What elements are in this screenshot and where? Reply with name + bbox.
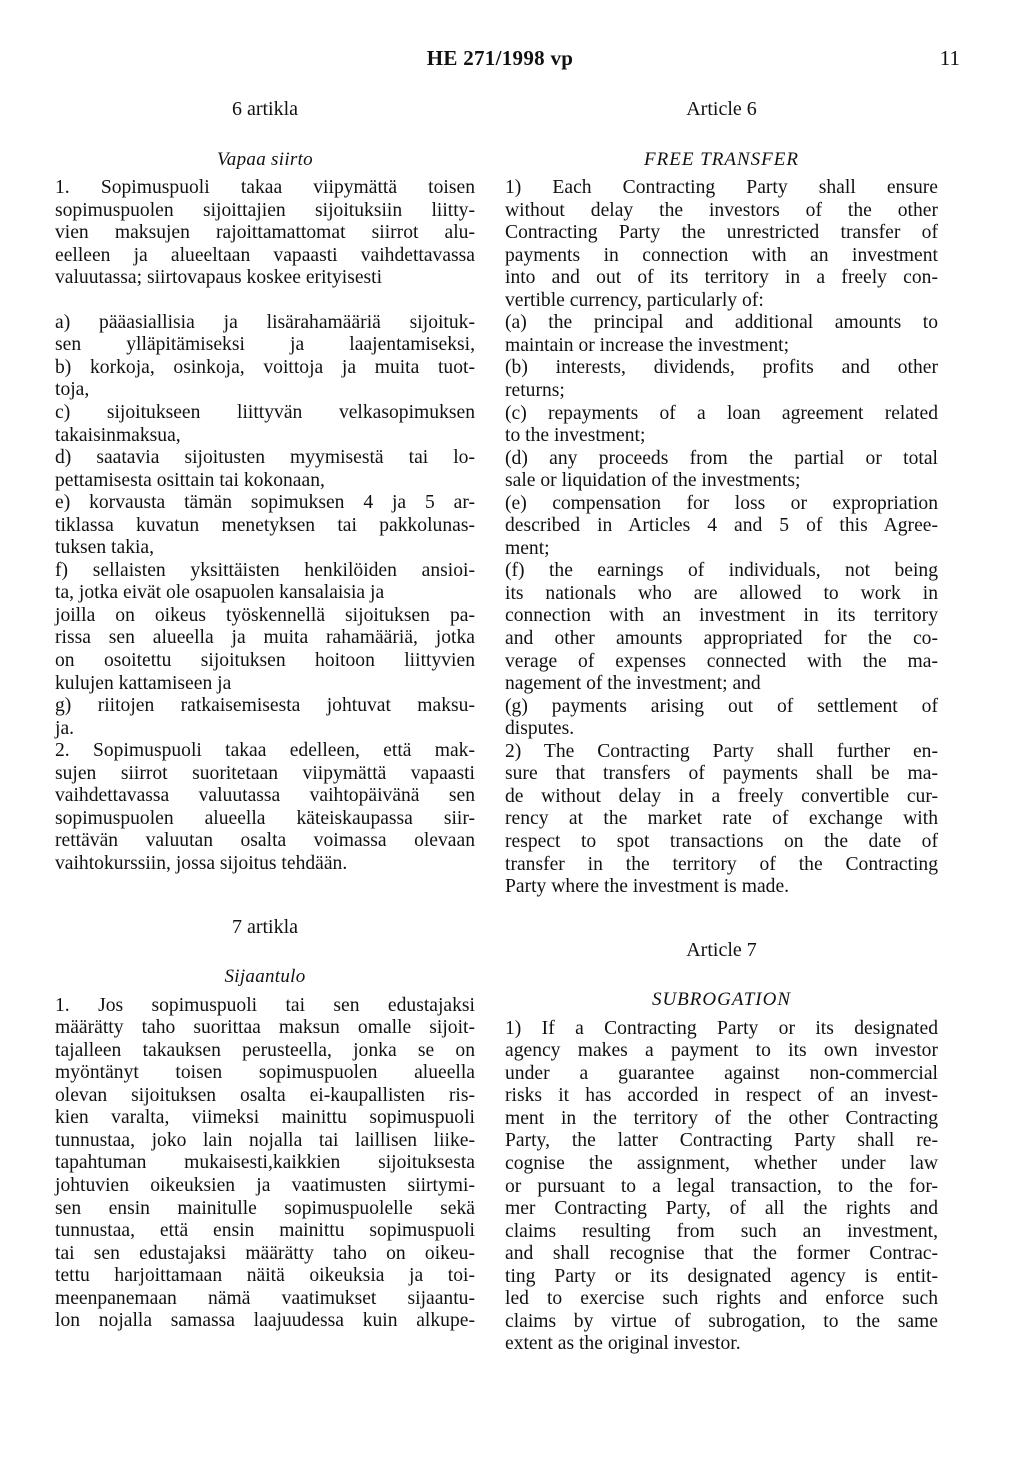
text-line: (e) compensation for loss or expropriation xyxy=(505,492,938,514)
text-line: and other amounts appropriated for the co- xyxy=(505,628,938,650)
text-line: on osoitettu sijoituksen hoitoon liittyvien xyxy=(55,650,475,672)
text-line: b) korkoja, osinkoja, voittoja ja muita tuot- xyxy=(55,356,475,378)
text-line: its nationals who are allowed to work in xyxy=(505,582,938,604)
text-line: 1) If a Contracting Party or its designated xyxy=(505,1017,938,1039)
page-number: 11 xyxy=(939,46,960,70)
text-line: eelleen ja alueeltaan vapaasti vaihdettavassa xyxy=(55,244,475,266)
text-line: valuutassa; siirtovapaus koskee erityisesti xyxy=(55,267,383,289)
text-line: nagement of the investment; and xyxy=(505,673,761,695)
text-line: 2. Sopimuspuoli takaa edelleen, että mak- xyxy=(55,740,475,762)
text-line: (g) payments arising out of settlement of xyxy=(505,695,938,717)
text-line: tuksen takia, xyxy=(55,537,155,559)
text-line: (c) repayments of a loan agreement related xyxy=(505,402,938,424)
article-6-paragraph-1-en xyxy=(505,177,938,312)
article-7-paragraph-1-fi xyxy=(55,995,475,1333)
text-line: described in Articles 4 and 5 of this Agree- xyxy=(505,515,938,537)
text-line: de without delay in a freely convertible cur- xyxy=(505,785,938,807)
text-line: ment; xyxy=(505,537,550,559)
text-line: verage of expenses connected with the ma- xyxy=(505,650,938,672)
text-line: sopimuspuolen sijoittajien sijoituksiin liitty- xyxy=(55,199,475,221)
text-line: c) sijoitukseen liittyvän velkasopimuksen xyxy=(55,402,475,424)
text-line: määrätty taho suorittaa maksun omalle sijoit- xyxy=(55,1017,475,1039)
text-line: rissa sen alueella ja muita rahamääriä, jotka xyxy=(55,627,475,649)
text-line: tettu harjoittamaan näitä oikeuksia ja toi- xyxy=(55,1265,475,1287)
english-column xyxy=(505,98,938,1356)
text-line: 1. Jos sopimuspuoli tai sen edustajaksi xyxy=(55,994,475,1016)
text-line: sopimuspuolen alueella käteiskaupassa siir- xyxy=(55,807,475,829)
text-line: ting Party or its designated agency is entit- xyxy=(505,1265,938,1287)
text-line: maintain or increase the investment; xyxy=(505,334,790,356)
article-6-items-en xyxy=(505,312,938,898)
article-7-paragraph-1-en xyxy=(505,1018,938,1356)
text-line: tajalleen takauksen perusteella, jonka se on xyxy=(55,1039,475,1061)
article-6-paragraph-1-fi xyxy=(55,177,475,290)
text-line: Contracting Party the unrestricted transfer of xyxy=(505,222,938,244)
text-line: or pursuant to a legal transaction, to the for- xyxy=(505,1175,938,1197)
text-line: connection with an investment in its territory xyxy=(505,605,938,627)
text-line: payments in connection with an investment xyxy=(505,244,938,266)
text-line: olevan sijoituksen osalta ei-kaupallisten ris- xyxy=(55,1084,475,1106)
page-header xyxy=(40,46,960,76)
text-line: vaihdettavassa valuutassa vaihtopäivänä sen xyxy=(55,785,475,807)
text-line: extent as the original investor. xyxy=(505,1333,741,1355)
article-6-subtitle-fi: Vapaa siirto xyxy=(217,148,313,170)
text-line: sen ylläpitämiseksi ja laajentamiseksi, xyxy=(55,334,475,356)
text-line: a) pääasiallisia ja lisärahamääriä sijoituk- xyxy=(55,311,475,333)
text-line: claims by virtue of subrogation, to the same xyxy=(505,1310,938,1332)
text-line: vertible currency, particularly of: xyxy=(505,289,764,311)
text-line: led to exercise such rights and enforce such xyxy=(505,1288,938,1310)
text-line: sujen siirrot suoritetaan viipymättä vapaasti xyxy=(55,762,475,784)
text-line: returns; xyxy=(505,380,565,402)
text-line: sure that transfers of payments shall be ma- xyxy=(505,763,938,785)
text-line: Party, the latter Contracting Party shall re- xyxy=(505,1130,938,1152)
article-6-heading-en: Article 6 xyxy=(686,98,757,120)
text-line: vien maksujen rajoittamattomat siirrot alu- xyxy=(55,222,475,244)
article-7-heading-en: Article 7 xyxy=(686,938,757,961)
text-line: under a guarantee against non-commercial xyxy=(505,1062,938,1084)
text-line: f) sellaisten yksittäisten henkilöiden ansioi- xyxy=(55,559,475,581)
text-line: g) riitojen ratkaisemisesta johtuvat maksu- xyxy=(55,695,475,717)
text-line: tiklassa kuvatun menetyksen tai pakkolunas- xyxy=(55,514,475,536)
text-line: vaihtokurssiin, jossa sijoitus tehdään. xyxy=(55,852,348,874)
text-line: rency at the market rate of exchange with xyxy=(505,808,938,830)
text-line: lon nojalla samassa laajuudessa kuin alkupe- xyxy=(55,1310,475,1332)
text-line: sale or liquidation of the investments; xyxy=(505,470,801,492)
text-line: (f) the earnings of individuals, not being xyxy=(505,560,938,582)
text-line: claims resulting from such an investment, xyxy=(505,1220,938,1242)
text-line: takaisinmaksua, xyxy=(55,424,181,446)
text-line: ment in the territory of the other Contracting xyxy=(505,1107,938,1129)
text-line: (b) interests, dividends, profits and other xyxy=(505,357,938,379)
document-reference: HE 271/1998 vp xyxy=(426,46,574,70)
text-line: joilla on oikeus työskennellä sijoituksen pa- xyxy=(55,604,475,626)
text-line: 1) Each Contracting Party shall ensure xyxy=(505,177,938,199)
article-6-heading-fi: 6 artikla xyxy=(231,98,299,120)
text-line: sen ensin mainitulle sopimuspuolelle sekä xyxy=(55,1197,475,1219)
article-7-subtitle-fi: Sijaantulo xyxy=(224,966,306,988)
text-line: cognise the assignment, whether under law xyxy=(505,1152,938,1174)
text-line: 1. Sopimuspuoli takaa viipymättä toisen xyxy=(55,177,475,199)
text-line: tapahtuman mukaisesti,kaikkien sijoituksesta xyxy=(55,1152,475,1174)
text-line: tunnustaa, joko lain nojalla tai laillisen liike- xyxy=(55,1129,475,1151)
text-line: to the investment; xyxy=(505,425,646,447)
text-line: (d) any proceeds from the partial or total xyxy=(505,447,938,469)
text-line: respect to spot transactions on the date of xyxy=(505,830,938,852)
text-line: mer Contracting Party, of all the rights and xyxy=(505,1198,938,1220)
text-line: (a) the principal and additional amounts to xyxy=(505,312,938,334)
text-line: disputes. xyxy=(505,718,575,740)
finnish-column xyxy=(55,98,475,1333)
text-line: meenpanemaan nämä vaatimukset sijaantu- xyxy=(55,1287,475,1309)
text-line: tai sen edustajaksi määrätty taho on oikeu- xyxy=(55,1242,475,1264)
text-line: and shall recognise that the former Contrac- xyxy=(505,1243,938,1265)
text-line: rettävän valuutan osalta voimassa olevaan xyxy=(55,830,475,852)
article-7-subtitle-en: SUBROGATION xyxy=(651,989,792,1011)
text-line: ta, jotka eivät ole osapuolen kansalaisia ja xyxy=(55,582,385,604)
article-6-subtitle-en: FREE TRANSFER xyxy=(644,148,799,170)
text-line: tunnustaa, että ensin mainittu sopimuspuoli xyxy=(55,1220,475,1242)
article-7-heading-fi: 7 artikla xyxy=(231,915,299,938)
text-line: e) korvausta tämän sopimuksen 4 ja 5 ar- xyxy=(55,492,475,514)
text-line: johtuvien oikeuksien ja vaatimusten siirtymi- xyxy=(55,1174,475,1196)
text-line: ja. xyxy=(55,717,75,739)
text-line: 2) The Contracting Party shall further en- xyxy=(505,740,938,762)
text-line: pettamisesta osittain tai kokonaan, xyxy=(55,469,325,491)
text-line: transfer in the territory of the Contracting xyxy=(505,853,938,875)
text-line: toja, xyxy=(55,379,90,401)
text-line: risks it has accorded in respect of an invest- xyxy=(505,1085,938,1107)
text-line: agency makes a payment to its own investor xyxy=(505,1040,938,1062)
text-line: kien varalta, viimeksi mainittu sopimuspuoli xyxy=(55,1107,475,1129)
text-line: myöntänyt toisen sopimuspuolen alueella xyxy=(55,1062,475,1084)
text-line: Party where the investment is made. xyxy=(505,876,790,898)
text-line: d) saatavia sijoitusten myymisestä tai lo- xyxy=(55,447,475,469)
text-line: without delay the investors of the other xyxy=(505,199,938,221)
text-line: kulujen kattamiseen ja xyxy=(55,672,232,694)
text-line: into and out of its territory in a freely con- xyxy=(505,267,938,289)
article-6-items-fi xyxy=(55,312,475,876)
